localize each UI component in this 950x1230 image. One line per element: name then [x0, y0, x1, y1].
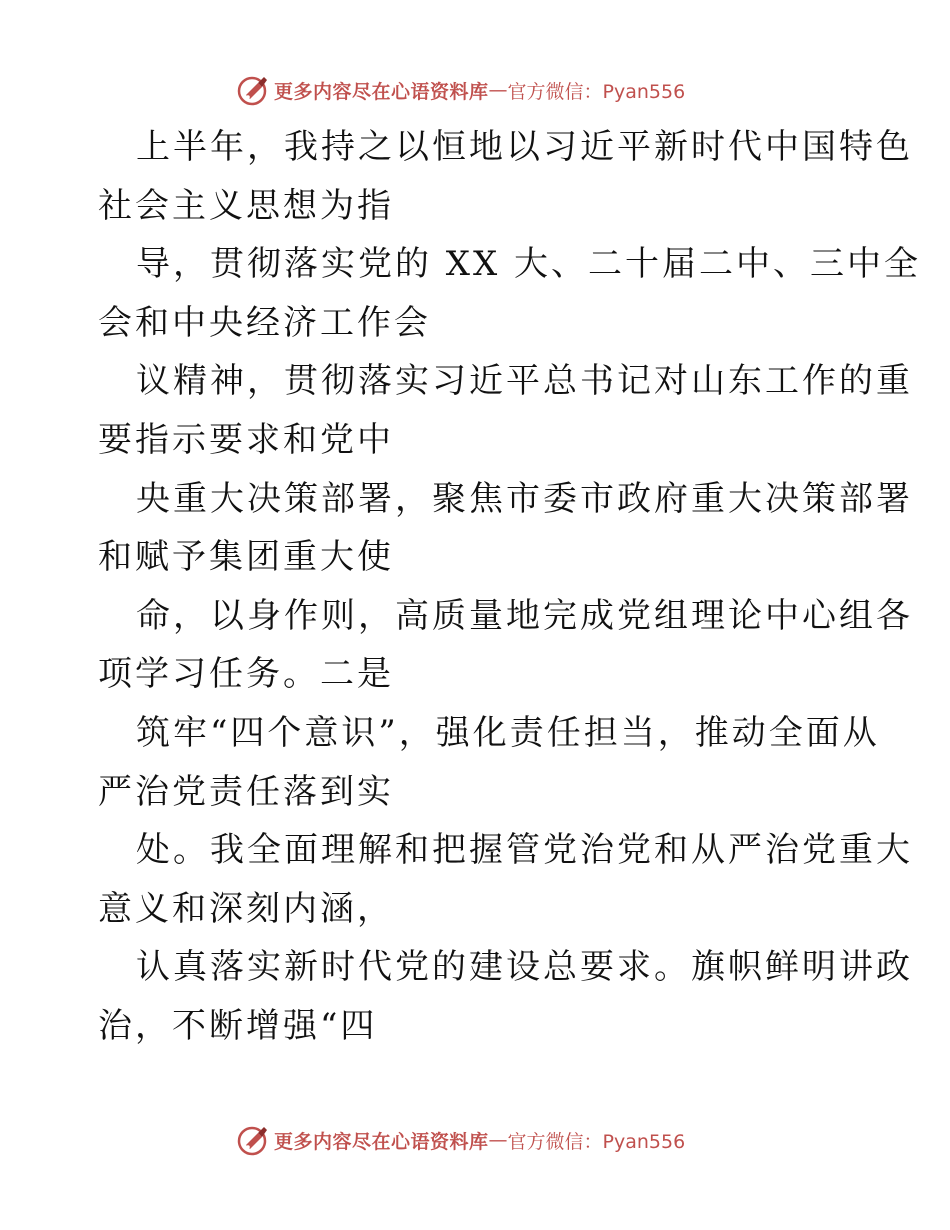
text-line: 意义和深刻内涵， — [98, 888, 394, 929]
banner-site-text: 更多内容尽在心语资料库 — [274, 1130, 489, 1153]
text-line: 严治党责任落到实 — [98, 771, 394, 812]
text-line: 会和中央经济工作会 — [98, 302, 431, 343]
banner-separator: — — [488, 79, 508, 101]
document-body — [98, 118, 922, 1056]
header-banner — [236, 72, 685, 108]
banner-separator: — — [488, 1129, 508, 1151]
text-line: 处。我全面理解和把握管党治党和从严治党重大 — [136, 830, 913, 871]
pen-logo-icon — [236, 73, 270, 107]
text-line: 认真落实新时代党的建设总要求。旗帜鲜明讲政 — [136, 947, 913, 988]
text-line: 项学习任务。二是 — [98, 654, 394, 695]
text-line: 导，贯彻落实党的 XX 大、二十届二中、三中全 — [136, 244, 922, 285]
text-line: 议精神，贯彻落实习近平总书记对山东工作的重 — [136, 361, 913, 402]
banner-wechat-text: 官方微信：Pyan556 — [507, 80, 686, 103]
pen-logo-icon — [236, 1123, 270, 1157]
text-line: 筑牢“四个意识”，强化责任担当，推动全面从 — [136, 712, 880, 753]
banner-wechat-text: 官方微信：Pyan556 — [507, 1130, 686, 1153]
text-line: 治，不断增强“四 — [98, 1005, 378, 1046]
banner-site-text: 更多内容尽在心语资料库 — [274, 80, 489, 103]
text-line: 命，以身作则，高质量地完成党组理论中心组各 — [136, 595, 913, 636]
text-line: 上半年，我持之以恒地以习近平新时代中国特色 — [136, 127, 913, 167]
footer-banner — [236, 1122, 685, 1158]
text-line: 和赋予集团重大使 — [98, 537, 394, 578]
text-line: 社会主义思想为指 — [98, 185, 394, 226]
text-line: 央重大决策部署，聚焦市委市政府重大决策部署 — [136, 478, 913, 519]
text-line: 要指示要求和党中 — [98, 419, 394, 460]
